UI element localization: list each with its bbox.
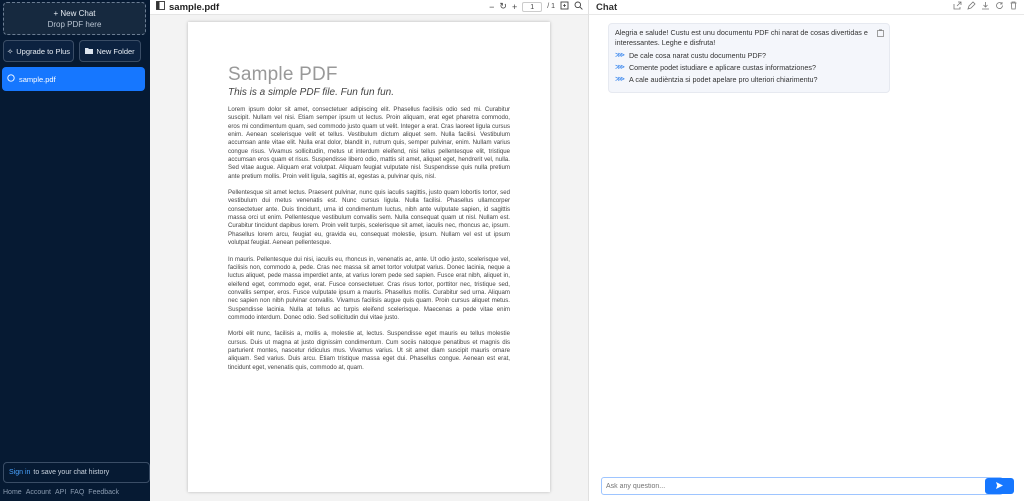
footer-links	[3, 489, 119, 496]
document-paragraph: In mauris. Pellentesque dui nisi, iaculis eu, rhoncus in, venenatis ac, ante. Ut odio justo, scelerisque vel, facilisis non, commodo a, pede. Cras nec massa sit amet tortor volutpat varius. Donec lacinia, neque a luctus aliquet, pede massa imperdiet ante, at varius lorem pede sed sapien. Fusce erat nibh, aliquet in, eleifend eget, commodo eget, erat. Fusce consectetuer. Cras risus tortor, porttitor nec, tristique sed, convallis semper, eros. Fusce vulputate ipsum a mauris. Phasellus mollis. Curabitur sed urna. Aliquam nec sapien non nibh pulvinar convallis. Vivamus facilisis augue quis quam. Proin cursus aliquet metus. Suspendisse lacinia. Nulla at tellus ac turpis eleifend scelerisque. Maecenas a pede vitae enim commodo interdum. Donec odio. Sed sollicitudin dui vitae justo.	[228, 255, 510, 321]
refresh-icon[interactable]	[995, 1, 1004, 12]
send-arrow-icon: ⋙	[615, 52, 625, 59]
document-subheading: This is a simple PDF file. Fun fun fun.	[228, 87, 394, 98]
sidebar-file-item[interactable]	[2, 67, 145, 91]
chat-input[interactable]	[606, 480, 976, 493]
document-heading: Sample PDF	[228, 64, 338, 85]
document-paragraph: Lorem ipsum dolor sit amet, consectetuer adipiscing elit. Phasellus facilisis odio sed mi. Curabitur suscipit. Nullam vel nisi. Etiam semper ipsum ut lectus. Proin aliquam, erat eget pharetra commodo, eros mi condimentum quam, sed commodo justo quam ut velit. Integer a erat. Cras laoreet ligula cursus enim. Aenean scelerisque velit et tellus. Vestibulum dictum aliquet sem. Nulla facilisi. Vestibulum accumsan ante vitae elit. Nulla erat dolor, blandit in, rutrum quis, semper pulvinar, enim. Nullam varius congue risus. Vivamus sollicitudin, metus ut interdum eleifend, nisi tellus pellentesque elit, tristique accumsan eros quam et risus. Suspendisse libero odio, mattis sit amet, aliquet eget, hendrerit vel, nulla. Sed vitae augue. Aliquam erat volutpat. Aliquam feugiat vulputate nisl. Suspendisse quis nulla pretium ante pretium mollis. Proin velit ligula, sagittis at, egestas a, pulvinar quis, nisl.	[228, 106, 510, 180]
drop-pdf-hint: Drop PDF here	[47, 20, 102, 29]
chat-bubble-icon	[7, 74, 15, 84]
suggestion-item[interactable]	[615, 50, 884, 62]
zoom-out-icon[interactable]: −	[489, 1, 495, 12]
signin-link[interactable]: Sign in	[9, 469, 31, 476]
new-folder-label: New Folder	[96, 46, 135, 56]
copy-icon[interactable]	[877, 29, 884, 39]
footer-link-feedback[interactable]: Feedback	[88, 489, 120, 496]
pdf-toolbar	[150, 0, 589, 15]
chat-panel	[589, 0, 1024, 501]
pdf-viewer	[150, 0, 589, 501]
pdf-title	[156, 1, 219, 13]
edit-icon[interactable]	[967, 1, 976, 12]
new-chat-button[interactable]	[3, 2, 146, 35]
footer-link-api[interactable]: API	[54, 489, 67, 496]
download-icon[interactable]	[981, 1, 990, 12]
plus-icon: +	[53, 9, 59, 18]
send-arrow-icon: ⋙	[615, 64, 625, 71]
send-button[interactable]	[985, 478, 1014, 494]
new-folder-button[interactable]	[79, 40, 141, 62]
document-paragraph: Pellentesque sit amet lectus. Praesent pulvinar, nunc quis iaculis sagittis, justo quam lobortis tortor, sed vestibulum dui metus venenatis est. Nunc cursus ligula. Nulla facilisi. Phasellus ullamcorper consectetuer ante. Duis tincidunt, urna id condimentum luctus, nibh ante vulputate sapien, id sagittis massa orci ut enim. Pellentesque vestibulum convallis sem. Nulla consequat quam ut nisl. Nullam est. Curabitur tincidunt dapibus lorem. Proin velit turpis, scelerisque sit amet, iaculis nec, rhoncus ac, ipsum. Phasellus lorem arcu, feugiat eu, gravida eu, consequat molestie, ipsum. Nullam vel est ut ipsum volutpat feugiat. Aenean pellentesque.	[228, 189, 510, 247]
suggestion-text: De cale cosa narat custu documentu PDF?	[628, 51, 767, 60]
send-icon	[995, 481, 1004, 492]
chat-header	[589, 0, 1024, 15]
new-chat-label: New Chat	[60, 9, 96, 18]
signin-text: to save your chat history	[33, 469, 110, 476]
zoom-in-icon[interactable]: +	[511, 1, 518, 12]
search-icon[interactable]	[574, 1, 583, 12]
suggestion-list	[615, 50, 884, 86]
sidebar	[0, 0, 150, 501]
sidebar-file-label: sample.pdf	[19, 74, 56, 84]
chat-header-icons	[953, 1, 1018, 12]
footer-link-account[interactable]: Account	[25, 489, 51, 496]
share-icon[interactable]	[953, 1, 962, 12]
suggestion-text: A cale audièntzia si podet apelare pro ulteriori chiarimentu?	[628, 75, 818, 84]
delete-icon[interactable]	[1009, 1, 1018, 12]
upgrade-label: Upgrade to Plus	[16, 46, 71, 56]
upgrade-button[interactable]	[3, 40, 74, 62]
fit-page-icon[interactable]	[560, 1, 569, 12]
folder-icon	[85, 47, 93, 56]
rotate-icon[interactable]: ↻	[499, 1, 507, 11]
chat-input-box	[601, 477, 1003, 495]
pdf-tools	[489, 1, 583, 12]
sparkle-icon: ✧	[6, 46, 14, 56]
assistant-message	[608, 23, 890, 93]
pdf-file-name: sample.pdf	[169, 1, 220, 13]
suggestion-item[interactable]	[615, 62, 884, 74]
greeting-text: Alegria e salude! Custu est unu documentu PDF chi narat de cosas divertidas e interessantes. Leghe e disfruta!	[615, 28, 868, 47]
pdf-page	[188, 22, 550, 492]
suggestion-item[interactable]	[615, 74, 884, 86]
footer-link-faq[interactable]: FAQ	[70, 489, 85, 496]
signin-box	[3, 462, 150, 483]
footer-link-home[interactable]: Home	[3, 489, 22, 496]
page-total: / 1	[547, 3, 555, 10]
document-paragraph: Morbi elit nunc, facilisis a, mollis a, molestie at, lectus. Suspendisse eget mauris eu tellus molestie cursus. Duis ut magna at justo dignissim condimentum. Cum sociis natoque penatibus et magnis dis parturient montes, nascetur ridiculus mus. Vivamus varius. Ut sit amet diam suscipit mauris ornare aliquam. Sed varius. Duis arcu. Etiam tristique massa eget dui. Phasellus congue. Aenean est erat, tincidunt eget, venenatis quis, commodo at, quam.	[228, 330, 510, 371]
sidebar-toggle-icon[interactable]	[156, 1, 165, 13]
chat-title: Chat	[596, 2, 618, 13]
page-number-input[interactable]: 1	[522, 2, 542, 12]
suggestion-text: Comente podet istudiare e aplicare custas informatziones?	[628, 63, 816, 72]
send-arrow-icon: ⋙	[615, 76, 625, 83]
